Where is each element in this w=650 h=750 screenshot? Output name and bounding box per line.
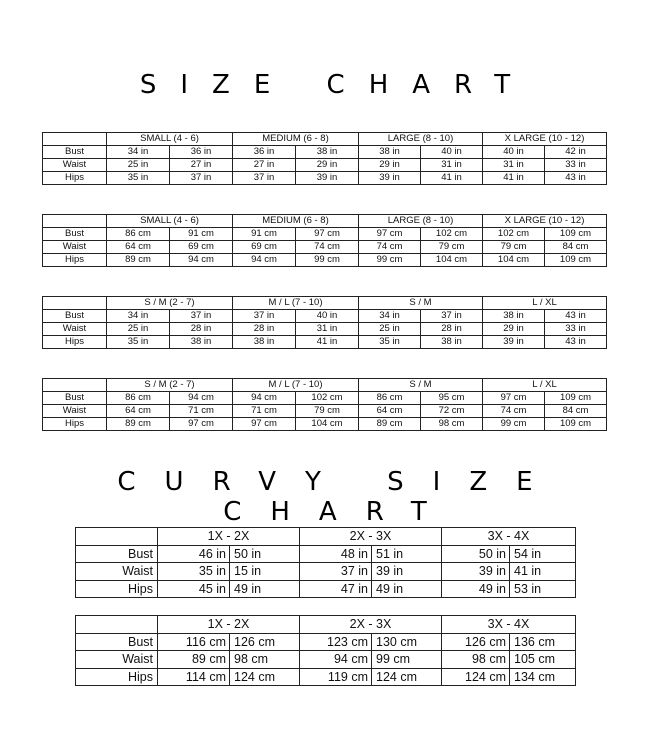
value-cell: 97 cm: [296, 228, 359, 241]
value-cell: 34 in: [359, 310, 421, 323]
value-cell: 89 cm: [107, 418, 170, 431]
size-header: 2X - 3X: [300, 616, 442, 634]
value-cell: 35 in: [107, 336, 170, 349]
value-cell: 27 in: [233, 159, 296, 172]
row-label: Waist: [43, 159, 107, 172]
row-label: Hips: [43, 418, 107, 431]
row-label: Bust: [43, 146, 107, 159]
value-cell: 28 in: [170, 323, 233, 336]
table-row: [43, 336, 607, 349]
value-cell: 97 cm: [170, 418, 233, 431]
value-cell: 39 in: [483, 336, 545, 349]
value-cell: 86 cm: [107, 228, 170, 241]
value-cell: 40 in: [483, 146, 545, 159]
value-cell: 114 cm: [158, 668, 230, 686]
table-row: [76, 545, 576, 563]
size-chart-title: SIZE CHART: [139, 70, 535, 100]
size-header: 1X - 2X: [158, 528, 300, 546]
table-row: [43, 241, 607, 254]
corner-cell: [43, 297, 107, 310]
table-row: [43, 172, 607, 185]
value-cell: 89 cm: [359, 418, 421, 431]
value-cell: 29 in: [296, 159, 359, 172]
value-cell: 99 cm: [359, 254, 421, 267]
value-cell: 35 in: [107, 172, 170, 185]
size-header: X LARGE (10 - 12): [483, 215, 607, 228]
value-cell: 28 in: [233, 323, 296, 336]
value-cell: 91 cm: [233, 228, 296, 241]
value-cell: 119 cm: [300, 668, 372, 686]
value-cell: 25 in: [359, 323, 421, 336]
value-cell: 86 cm: [107, 392, 170, 405]
value-cell: 28 in: [421, 323, 483, 336]
value-cell: 38 in: [421, 336, 483, 349]
value-cell: 69 cm: [233, 241, 296, 254]
curvy-size-chart-title: CURVY SIZE CHART: [117, 467, 562, 527]
value-cell: 102 cm: [421, 228, 483, 241]
value-cell: 94 cm: [170, 254, 233, 267]
size-header: M / L (7 - 10): [233, 297, 359, 310]
value-cell: 94 cm: [233, 392, 296, 405]
size-header: S / M (2 - 7): [107, 379, 233, 392]
value-cell: 130 cm: [372, 633, 442, 651]
value-cell: 89 cm: [158, 651, 230, 669]
size-header: SMALL (4 - 6): [107, 133, 233, 146]
value-cell: 49 in: [372, 580, 442, 598]
row-label: Waist: [43, 323, 107, 336]
value-cell: 104 cm: [483, 254, 545, 267]
value-cell: 46 in: [158, 545, 230, 563]
value-cell: 50 in: [442, 545, 510, 563]
value-cell: 41 in: [510, 563, 576, 581]
value-cell: 124 cm: [442, 668, 510, 686]
value-cell: 34 in: [107, 146, 170, 159]
value-cell: 79 cm: [421, 241, 483, 254]
table-row: [76, 580, 576, 598]
size-header: 2X - 3X: [300, 528, 442, 546]
corner-cell: [76, 616, 158, 634]
row-label: Bust: [43, 392, 107, 405]
row-label: Waist: [43, 241, 107, 254]
value-cell: 40 in: [296, 310, 359, 323]
header-row: [43, 297, 607, 310]
table-row: [43, 405, 607, 418]
value-cell: 38 in: [296, 146, 359, 159]
value-cell: 49 in: [442, 580, 510, 598]
value-cell: 74 cm: [296, 241, 359, 254]
value-cell: 71 cm: [233, 405, 296, 418]
value-cell: 84 cm: [545, 405, 607, 418]
value-cell: 29 in: [483, 323, 545, 336]
value-cell: 64 cm: [107, 405, 170, 418]
size-header: 1X - 2X: [158, 616, 300, 634]
value-cell: 71 cm: [170, 405, 233, 418]
value-cell: 29 in: [359, 159, 421, 172]
value-cell: 39 in: [442, 563, 510, 581]
size-header: LARGE (8 - 10): [359, 133, 483, 146]
value-cell: 27 in: [170, 159, 233, 172]
row-label: Bust: [43, 228, 107, 241]
value-cell: 64 cm: [359, 405, 421, 418]
value-cell: 40 in: [421, 146, 483, 159]
value-cell: 25 in: [107, 323, 170, 336]
value-cell: 37 in: [170, 172, 233, 185]
size-header: S / M (2 - 7): [107, 297, 233, 310]
value-cell: 109 cm: [545, 392, 607, 405]
value-cell: 99 cm: [372, 651, 442, 669]
value-cell: 39 in: [296, 172, 359, 185]
value-cell: 84 cm: [545, 241, 607, 254]
value-cell: 34 in: [107, 310, 170, 323]
value-cell: 49 in: [230, 580, 300, 598]
value-cell: 104 cm: [296, 418, 359, 431]
value-cell: 35 in: [359, 336, 421, 349]
table-row: [43, 418, 607, 431]
value-cell: 37 in: [233, 310, 296, 323]
table-row: [43, 392, 607, 405]
size-header: SMALL (4 - 6): [107, 215, 233, 228]
value-cell: 38 in: [483, 310, 545, 323]
header-row: [43, 133, 607, 146]
table-row: [43, 146, 607, 159]
value-cell: 94 cm: [233, 254, 296, 267]
value-cell: 99 cm: [296, 254, 359, 267]
row-label: Hips: [43, 336, 107, 349]
size-header: L / XL: [483, 379, 607, 392]
value-cell: 79 cm: [483, 241, 545, 254]
corner-cell: [43, 379, 107, 392]
row-label: Hips: [43, 172, 107, 185]
value-cell: 98 cm: [230, 651, 300, 669]
header-row: [76, 616, 576, 634]
value-cell: 15 in: [230, 563, 300, 581]
corner-cell: [76, 528, 158, 546]
curvy-table-cm: [75, 615, 576, 686]
header-row: [43, 215, 607, 228]
header-row: [76, 528, 576, 546]
value-cell: 116 cm: [158, 633, 230, 651]
value-cell: 54 in: [510, 545, 576, 563]
value-cell: 50 in: [230, 545, 300, 563]
corner-cell: [43, 133, 107, 146]
value-cell: 37 in: [170, 310, 233, 323]
value-cell: 98 cm: [421, 418, 483, 431]
value-cell: 105 cm: [510, 651, 576, 669]
value-cell: 91 cm: [170, 228, 233, 241]
value-cell: 25 in: [107, 159, 170, 172]
size-header: S / M: [359, 379, 483, 392]
value-cell: 64 cm: [107, 241, 170, 254]
corner-cell: [43, 215, 107, 228]
value-cell: 47 in: [300, 580, 372, 598]
table-row: [43, 323, 607, 336]
size-table-cm-2: [42, 378, 607, 431]
curvy-table-inches: [75, 527, 576, 598]
table-row: [76, 633, 576, 651]
value-cell: 41 in: [421, 172, 483, 185]
value-cell: 97 cm: [359, 228, 421, 241]
value-cell: 31 in: [421, 159, 483, 172]
size-header: 3X - 4X: [442, 616, 576, 634]
value-cell: 102 cm: [483, 228, 545, 241]
table-row: [43, 254, 607, 267]
value-cell: 126 cm: [230, 633, 300, 651]
size-header: X LARGE (10 - 12): [483, 133, 607, 146]
row-label: Waist: [43, 405, 107, 418]
value-cell: 36 in: [233, 146, 296, 159]
value-cell: 99 cm: [483, 418, 545, 431]
row-label: Bust: [76, 545, 158, 563]
value-cell: 43 in: [545, 310, 607, 323]
value-cell: 134 cm: [510, 668, 576, 686]
value-cell: 123 cm: [300, 633, 372, 651]
table-row: [76, 563, 576, 581]
value-cell: 45 in: [158, 580, 230, 598]
value-cell: 74 cm: [483, 405, 545, 418]
value-cell: 38 in: [170, 336, 233, 349]
size-table-inches-2: [42, 296, 607, 349]
value-cell: 109 cm: [545, 228, 607, 241]
table-row: [76, 668, 576, 686]
value-cell: 86 cm: [359, 392, 421, 405]
size-header: LARGE (8 - 10): [359, 215, 483, 228]
size-header: S / M: [359, 297, 483, 310]
value-cell: 79 cm: [296, 405, 359, 418]
value-cell: 94 cm: [300, 651, 372, 669]
value-cell: 126 cm: [442, 633, 510, 651]
row-label: Hips: [76, 668, 158, 686]
value-cell: 98 cm: [442, 651, 510, 669]
value-cell: 53 in: [510, 580, 576, 598]
row-label: Waist: [76, 651, 158, 669]
size-header: MEDIUM (6 - 8): [233, 215, 359, 228]
value-cell: 124 cm: [372, 668, 442, 686]
size-header: M / L (7 - 10): [233, 379, 359, 392]
value-cell: 136 cm: [510, 633, 576, 651]
value-cell: 36 in: [170, 146, 233, 159]
row-label: Waist: [76, 563, 158, 581]
value-cell: 72 cm: [421, 405, 483, 418]
value-cell: 43 in: [545, 172, 607, 185]
value-cell: 74 cm: [359, 241, 421, 254]
table-row: [76, 651, 576, 669]
value-cell: 102 cm: [296, 392, 359, 405]
value-cell: 41 in: [296, 336, 359, 349]
value-cell: 69 cm: [170, 241, 233, 254]
value-cell: 38 in: [233, 336, 296, 349]
size-table-cm: [42, 214, 607, 267]
value-cell: 97 cm: [233, 418, 296, 431]
value-cell: 33 in: [545, 159, 607, 172]
header-row: [43, 379, 607, 392]
value-cell: 38 in: [359, 146, 421, 159]
row-label: Bust: [76, 633, 158, 651]
value-cell: 109 cm: [545, 254, 607, 267]
table-row: [43, 159, 607, 172]
value-cell: 48 in: [300, 545, 372, 563]
value-cell: 39 in: [372, 563, 442, 581]
value-cell: 95 cm: [421, 392, 483, 405]
value-cell: 97 cm: [483, 392, 545, 405]
value-cell: 39 in: [359, 172, 421, 185]
value-cell: 104 cm: [421, 254, 483, 267]
value-cell: 42 in: [545, 146, 607, 159]
row-label: Bust: [43, 310, 107, 323]
row-label: Hips: [76, 580, 158, 598]
value-cell: 37 in: [421, 310, 483, 323]
size-header: MEDIUM (6 - 8): [233, 133, 359, 146]
size-header: L / XL: [483, 297, 607, 310]
value-cell: 37 in: [233, 172, 296, 185]
value-cell: 124 cm: [230, 668, 300, 686]
value-cell: 109 cm: [545, 418, 607, 431]
value-cell: 41 in: [483, 172, 545, 185]
size-table-inches: [42, 132, 607, 185]
value-cell: 35 in: [158, 563, 230, 581]
size-header: 3X - 4X: [442, 528, 576, 546]
value-cell: 94 cm: [170, 392, 233, 405]
value-cell: 89 cm: [107, 254, 170, 267]
table-row: [43, 228, 607, 241]
value-cell: 37 in: [300, 563, 372, 581]
table-row: [43, 310, 607, 323]
value-cell: 31 in: [296, 323, 359, 336]
value-cell: 33 in: [545, 323, 607, 336]
value-cell: 43 in: [545, 336, 607, 349]
value-cell: 31 in: [483, 159, 545, 172]
row-label: Hips: [43, 254, 107, 267]
value-cell: 51 in: [372, 545, 442, 563]
